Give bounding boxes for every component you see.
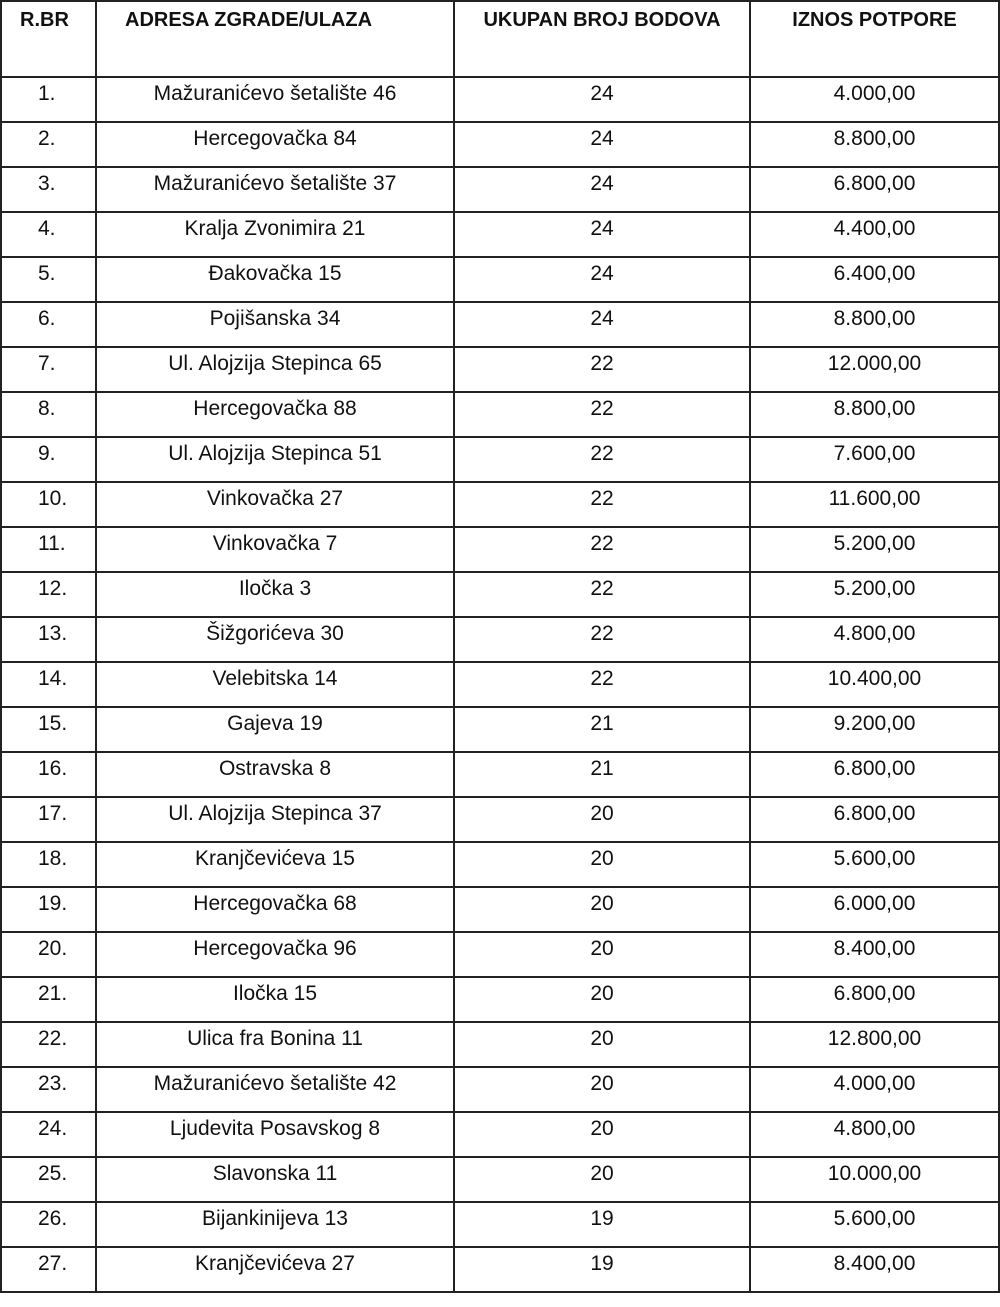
cell-amount: 8.800,00 xyxy=(750,302,999,347)
cell-rbr: 22. xyxy=(1,1022,96,1067)
table-row xyxy=(1,1112,999,1157)
cell-amount: 10.000,00 xyxy=(750,1157,999,1202)
cell-rbr: 5. xyxy=(1,257,96,302)
cell-amount: 4.000,00 xyxy=(750,77,999,122)
cell-points: 24 xyxy=(454,167,750,212)
cell-address: Vinkovačka 7 xyxy=(96,527,454,572)
cell-amount: 5.600,00 xyxy=(750,1202,999,1247)
cell-rbr: 15. xyxy=(1,707,96,752)
table-row xyxy=(1,77,999,122)
cell-rbr: 9. xyxy=(1,437,96,482)
cell-address: Bijankinijeva 13 xyxy=(96,1202,454,1247)
cell-amount: 6.400,00 xyxy=(750,257,999,302)
cell-amount: 8.800,00 xyxy=(750,122,999,167)
cell-address: Hercegovačka 96 xyxy=(96,932,454,977)
table-row xyxy=(1,977,999,1022)
cell-points: 19 xyxy=(454,1247,750,1292)
header-points: UKUPAN BROJ BODOVA xyxy=(454,1,750,77)
cell-address: Hercegovačka 88 xyxy=(96,392,454,437)
cell-rbr: 24. xyxy=(1,1112,96,1157)
cell-amount: 5.200,00 xyxy=(750,527,999,572)
cell-points: 21 xyxy=(454,752,750,797)
cell-amount: 4.800,00 xyxy=(750,617,999,662)
cell-address: Ul. Alojzija Stepinca 51 xyxy=(96,437,454,482)
cell-points: 22 xyxy=(454,437,750,482)
cell-rbr: 27. xyxy=(1,1247,96,1292)
cell-amount: 8.400,00 xyxy=(750,932,999,977)
table-row xyxy=(1,527,999,572)
cell-rbr: 12. xyxy=(1,572,96,617)
cell-amount: 10.400,00 xyxy=(750,662,999,707)
cell-points: 21 xyxy=(454,707,750,752)
cell-rbr: 25. xyxy=(1,1157,96,1202)
cell-points: 24 xyxy=(454,257,750,302)
cell-rbr: 10. xyxy=(1,482,96,527)
cell-points: 20 xyxy=(454,1067,750,1112)
cell-address: Kralja Zvonimira 21 xyxy=(96,212,454,257)
cell-points: 20 xyxy=(454,1112,750,1157)
cell-rbr: 14. xyxy=(1,662,96,707)
table-row xyxy=(1,167,999,212)
cell-points: 19 xyxy=(454,1202,750,1247)
cell-address: Iločka 3 xyxy=(96,572,454,617)
table-row xyxy=(1,1247,999,1292)
cell-rbr: 8. xyxy=(1,392,96,437)
cell-address: Vinkovačka 27 xyxy=(96,482,454,527)
cell-points: 22 xyxy=(454,392,750,437)
cell-address: Iločka 15 xyxy=(96,977,454,1022)
cell-amount: 4.800,00 xyxy=(750,1112,999,1157)
cell-amount: 4.000,00 xyxy=(750,1067,999,1112)
table-row xyxy=(1,212,999,257)
table-row xyxy=(1,617,999,662)
table-row xyxy=(1,122,999,167)
cell-address: Ul. Alojzija Stepinca 65 xyxy=(96,347,454,392)
cell-rbr: 17. xyxy=(1,797,96,842)
table-row xyxy=(1,887,999,932)
cell-address: Mažuranićevo šetalište 37 xyxy=(96,167,454,212)
cell-rbr: 18. xyxy=(1,842,96,887)
cell-address: Gajeva 19 xyxy=(96,707,454,752)
table-row xyxy=(1,257,999,302)
cell-rbr: 20. xyxy=(1,932,96,977)
cell-points: 22 xyxy=(454,347,750,392)
table-row xyxy=(1,1157,999,1202)
table-row xyxy=(1,482,999,527)
table-row xyxy=(1,797,999,842)
cell-points: 22 xyxy=(454,617,750,662)
cell-address: Ljudevita Posavskog 8 xyxy=(96,1112,454,1157)
cell-address: Kranjčevićeva 27 xyxy=(96,1247,454,1292)
cell-rbr: 7. xyxy=(1,347,96,392)
cell-amount: 6.800,00 xyxy=(750,797,999,842)
table-body xyxy=(1,77,999,1292)
cell-points: 22 xyxy=(454,572,750,617)
table-row xyxy=(1,1067,999,1112)
cell-address: Mažuranićevo šetalište 42 xyxy=(96,1067,454,1112)
cell-rbr: 3. xyxy=(1,167,96,212)
cell-address: Kranjčevićeva 15 xyxy=(96,842,454,887)
cell-address: Slavonska 11 xyxy=(96,1157,454,1202)
cell-rbr: 16. xyxy=(1,752,96,797)
cell-amount: 6.800,00 xyxy=(750,752,999,797)
cell-amount: 8.400,00 xyxy=(750,1247,999,1292)
cell-points: 24 xyxy=(454,122,750,167)
cell-points: 22 xyxy=(454,527,750,572)
cell-address: Ulica fra Bonina 11 xyxy=(96,1022,454,1067)
cell-address: Ostravska 8 xyxy=(96,752,454,797)
cell-points: 20 xyxy=(454,797,750,842)
header-row xyxy=(1,1,999,77)
cell-points: 20 xyxy=(454,977,750,1022)
cell-amount: 12.000,00 xyxy=(750,347,999,392)
header-amount: IZNOS POTPORE xyxy=(750,1,999,77)
table-row xyxy=(1,437,999,482)
cell-address: Mažuranićevo šetalište 46 xyxy=(96,77,454,122)
cell-rbr: 2. xyxy=(1,122,96,167)
cell-amount: 5.600,00 xyxy=(750,842,999,887)
table-row xyxy=(1,842,999,887)
cell-rbr: 21. xyxy=(1,977,96,1022)
cell-amount: 6.800,00 xyxy=(750,977,999,1022)
cell-rbr: 26. xyxy=(1,1202,96,1247)
table-row xyxy=(1,752,999,797)
cell-rbr: 19. xyxy=(1,887,96,932)
table-row xyxy=(1,1202,999,1247)
cell-points: 20 xyxy=(454,887,750,932)
cell-address: Ul. Alojzija Stepinca 37 xyxy=(96,797,454,842)
cell-amount: 5.200,00 xyxy=(750,572,999,617)
header-rbr: R.BR xyxy=(1,1,96,77)
cell-rbr: 23. xyxy=(1,1067,96,1112)
cell-points: 24 xyxy=(454,302,750,347)
cell-points: 24 xyxy=(454,212,750,257)
cell-points: 22 xyxy=(454,482,750,527)
table-row xyxy=(1,662,999,707)
cell-amount: 4.400,00 xyxy=(750,212,999,257)
table-row xyxy=(1,932,999,977)
table-row xyxy=(1,1022,999,1067)
cell-address: Hercegovačka 68 xyxy=(96,887,454,932)
cell-amount: 12.800,00 xyxy=(750,1022,999,1067)
cell-amount: 9.200,00 xyxy=(750,707,999,752)
cell-amount: 8.800,00 xyxy=(750,392,999,437)
cell-points: 20 xyxy=(454,842,750,887)
cell-amount: 7.600,00 xyxy=(750,437,999,482)
cell-points: 20 xyxy=(454,932,750,977)
cell-amount: 6.000,00 xyxy=(750,887,999,932)
cell-rbr: 11. xyxy=(1,527,96,572)
table-row xyxy=(1,572,999,617)
cell-rbr: 4. xyxy=(1,212,96,257)
table-row xyxy=(1,347,999,392)
cell-address: Velebitska 14 xyxy=(96,662,454,707)
cell-address: Šižgorićeva 30 xyxy=(96,617,454,662)
cell-points: 24 xyxy=(454,77,750,122)
cell-amount: 11.600,00 xyxy=(750,482,999,527)
cell-address: Đakovačka 15 xyxy=(96,257,454,302)
cell-rbr: 6. xyxy=(1,302,96,347)
table-row xyxy=(1,392,999,437)
cell-rbr: 1. xyxy=(1,77,96,122)
cell-points: 22 xyxy=(454,662,750,707)
cell-rbr: 13. xyxy=(1,617,96,662)
cell-address: Pojišanska 34 xyxy=(96,302,454,347)
cell-points: 20 xyxy=(454,1022,750,1067)
header-address: ADRESA ZGRADE/ULAZA xyxy=(96,1,454,77)
table-row xyxy=(1,302,999,347)
cell-amount: 6.800,00 xyxy=(750,167,999,212)
cell-address: Hercegovačka 84 xyxy=(96,122,454,167)
table-row xyxy=(1,707,999,752)
cell-points: 20 xyxy=(454,1157,750,1202)
